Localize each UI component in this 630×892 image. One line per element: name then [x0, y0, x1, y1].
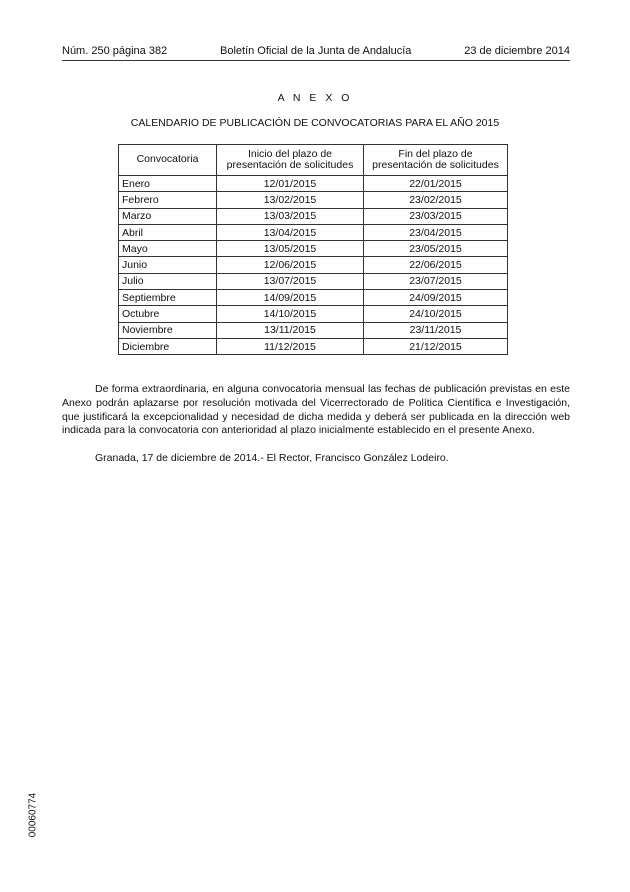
table-row: [119, 241, 508, 257]
end-date-cell: 23/04/2015: [364, 224, 508, 240]
table-row: [119, 322, 508, 338]
end-date-cell: 24/10/2015: [364, 306, 508, 322]
calendar-title: CALENDARIO DE PUBLICACIÓN DE CONVOCATORIAS PARA EL AÑO 2015: [130, 117, 500, 129]
column-header-convocatoria: Convocatoria: [119, 145, 217, 176]
start-date-cell: 13/11/2015: [217, 322, 364, 338]
start-date-cell: 11/12/2015: [217, 338, 364, 354]
month-cell: Julio: [119, 273, 217, 289]
month-cell: Enero: [119, 176, 217, 192]
table-header-row: [119, 145, 508, 176]
end-date-cell: 23/11/2015: [364, 322, 508, 338]
end-date-cell: 22/01/2015: [364, 176, 508, 192]
document-code: [26, 785, 40, 845]
month-cell: Febrero: [119, 192, 217, 208]
start-date-cell: 13/04/2015: [217, 224, 364, 240]
table-row: [119, 208, 508, 224]
calendar-table: [118, 144, 508, 355]
publication-title: Boletín Oficial de la Junta de Andalucía: [220, 45, 412, 57]
month-cell: Abril: [119, 224, 217, 240]
column-header-start: Inicio del plazo de presentación de solicitudes: [217, 145, 364, 176]
end-date-cell: 21/12/2015: [364, 338, 508, 354]
end-date-cell: 24/09/2015: [364, 290, 508, 306]
start-date-cell: 12/06/2015: [217, 257, 364, 273]
table-row: [119, 273, 508, 289]
month-cell: Octubre: [119, 306, 217, 322]
end-date-cell: 22/06/2015: [364, 257, 508, 273]
month-cell: Septiembre: [119, 290, 217, 306]
start-date-cell: 13/03/2015: [217, 208, 364, 224]
page-header: [62, 44, 570, 61]
publication-date: 23 de diciembre 2014: [464, 45, 570, 57]
table-row: [119, 290, 508, 306]
start-date-cell: 14/09/2015: [217, 290, 364, 306]
end-date-cell: 23/02/2015: [364, 192, 508, 208]
annex-title: A N E X O: [277, 92, 353, 104]
table-row: [119, 224, 508, 240]
end-date-cell: 23/05/2015: [364, 241, 508, 257]
issue-number: Núm. 250 página 382: [62, 45, 168, 57]
month-cell: Mayo: [119, 241, 217, 257]
month-cell: Marzo: [119, 208, 217, 224]
table-row: [119, 338, 508, 354]
start-date-cell: 14/10/2015: [217, 306, 364, 322]
start-date-cell: 13/05/2015: [217, 241, 364, 257]
month-cell: Noviembre: [119, 322, 217, 338]
month-cell: Junio: [119, 257, 217, 273]
start-date-cell: 13/02/2015: [217, 192, 364, 208]
document-code-text: 00060774: [27, 792, 39, 838]
end-date-cell: 23/07/2015: [364, 273, 508, 289]
end-date-cell: 23/03/2015: [364, 208, 508, 224]
table-row: [119, 176, 508, 192]
start-date-cell: 12/01/2015: [217, 176, 364, 192]
table-row: [119, 192, 508, 208]
month-cell: Diciembre: [119, 338, 217, 354]
table-row: [119, 306, 508, 322]
column-header-end: Fin del plazo de presentación de solicitudes: [364, 145, 508, 176]
table-row: [119, 257, 508, 273]
body-paragraph: De forma extraordinaria, en alguna convocatoria mensual las fechas de publicación previstas en este Anexo podrán aplazarse por resolución motivada del Vicerrectorado de Política Científica e Investigación, que justificará la excepcionalidad y necesidad de dicha medida y deberá ser publicada en la dirección web indicada para la convocatoria con anterioridad al plazo inicialmente establecido en el presente Anexo.: [62, 383, 570, 437]
start-date-cell: 13/07/2015: [217, 273, 364, 289]
signature-line: Granada, 17 de diciembre de 2014.- El Rector, Francisco González Lodeiro.: [95, 452, 449, 464]
